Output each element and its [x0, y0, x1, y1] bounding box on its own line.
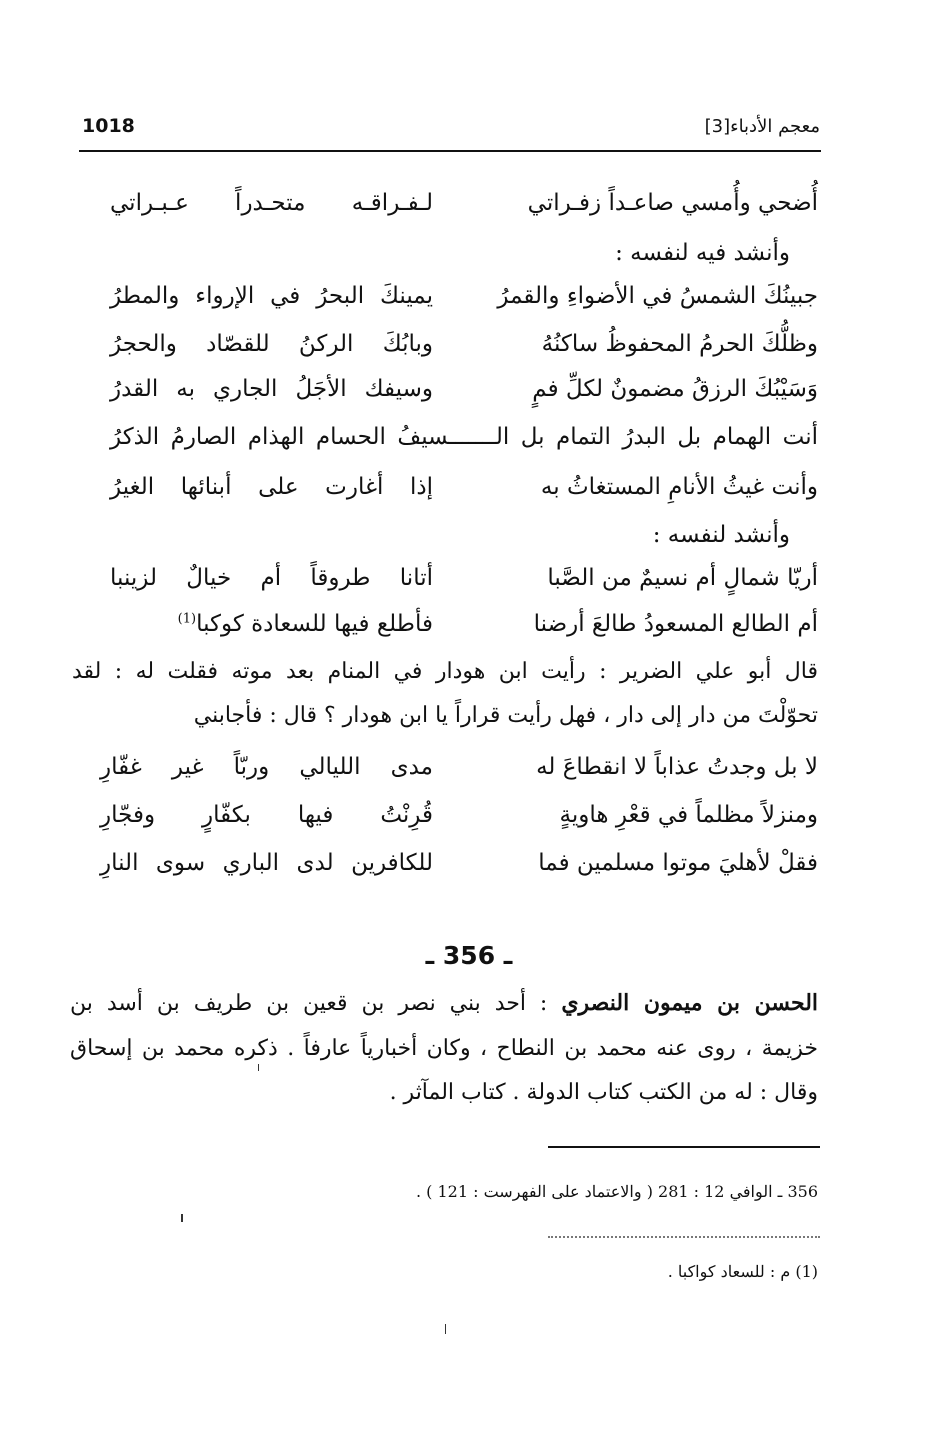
scan-speck [258, 1064, 259, 1071]
verse-hemistich-left: وسيفك الأجَلُ الجاري به القدرُ [110, 376, 433, 402]
verse-hemistich-left: قُرِنْتُ فيها بكفّارٍ وفجّارِ [100, 802, 433, 828]
verse-hemistich-left: وبابُكَ الركنُ للقصّاد والحجرُ [110, 331, 433, 357]
verse-hemistich-right: وظلُّكَ الحرمُ المحفوظُ ساكنُهُ [541, 331, 818, 357]
entry-number: ـ 356 ـ [425, 941, 513, 970]
verse-full-line: أنت الهمام بل البدرُ التمام بل الـــــــسيفُ الحسام الهذام الصارمُ الذكرُ [110, 424, 818, 450]
verse-hemistich-left: للكافرين لدى الباري سوى النارِ [100, 850, 433, 876]
header-rule [79, 150, 821, 152]
source-footnote: 356 ـ الوافي 12 : 281 ( والاعتماد على الفهرست : 121 ) . [415, 1182, 818, 1201]
verse-hemistich-right: ومنزلاً مظلماً في قعْرِ هاويةٍ [559, 802, 818, 828]
scan-speck [445, 1324, 446, 1334]
scan-speck [181, 1214, 183, 1222]
entry-line: خزيمة ، روى عنه محمد بن النطاح ، وكان أخبارياً عارفاً . ذكره محمد بن إسحاق [70, 1036, 819, 1061]
verse-text: فأطلع فيها للسعادة كوكبا [196, 611, 433, 637]
verse-hemistich-left: أتانا طروقاً أم خيالٌ لزينبا [110, 565, 433, 591]
entry-name: الحسن بن ميمون النصري [561, 990, 819, 1016]
verse-hemistich-left: لـفـراقـه متحـدراً عـبـراتي [110, 190, 433, 216]
verse-hemistich-right: وَسَيْبُكَ الرزقُ مضمونٌ لكلِّ فمٍ [532, 376, 818, 402]
verse-hemistich-right: أريّا شمالٍ أم نسيمٌ من الصَّبا [547, 565, 818, 591]
footnote-1: (1) م : للسعاد كواكبا . [667, 1262, 818, 1281]
verse-hemistich-left: مدى الليالي وربّاً غير غفّارِ [100, 754, 433, 780]
verse-hemistich-left: إذا أغارت على أبنائها الغيرُ [110, 474, 433, 500]
poem-intro: وأنشد فيه لنفسه : [615, 240, 790, 266]
entry-line [70, 990, 818, 1016]
verse-hemistich-left [125, 611, 433, 637]
verse-hemistich-right: لا بل وجدتُ عذاباً لا انقطاعَ له [536, 754, 818, 780]
running-header-title: معجم الأدباء[3] [704, 116, 820, 137]
entry-text: : أحد بني نصر بن قعين بن طريف بن أسد بن [70, 991, 562, 1016]
page-number: 1018 [82, 115, 135, 137]
footnote-marker: (1) [177, 611, 197, 627]
entry-line: وقال : له من الكتب كتاب الدولة . كتاب المآثر . [389, 1080, 818, 1105]
footnote-divider [548, 1236, 820, 1238]
verse-hemistich-right: وأنت غيثُ الأنامِ المستغاثُ به [540, 474, 818, 500]
verse-hemistich-right: أم الطالع المسعودُ طالعَ أرضنا [533, 611, 818, 637]
prose-line: تحوّلْتَ من دار إلى دار ، فهل رأيت قراراً يا ابن هودار ؟ قال : فأجابني [193, 703, 818, 728]
verse-hemistich-left: يمينكَ البحرُ في الإرواء والمطرُ [110, 283, 433, 309]
prose-line: قال أبو علي الضرير : رأيت ابن هودار في المنام بعد موته فقلت له : لقد [72, 659, 818, 684]
verse-hemistich-right: جبينُكَ الشمسُ في الأضواءِ والقمرُ [497, 283, 818, 309]
verse-hemistich-right: فقلْ لأهليَ موتوا مسلمين فما [538, 850, 818, 876]
poem-intro: وأنشد لنفسه : [652, 522, 790, 548]
footnote-rule [548, 1146, 820, 1148]
verse-hemistich-right: أُضحي وأُمسي صاعـداً زفـراتي [527, 190, 818, 216]
